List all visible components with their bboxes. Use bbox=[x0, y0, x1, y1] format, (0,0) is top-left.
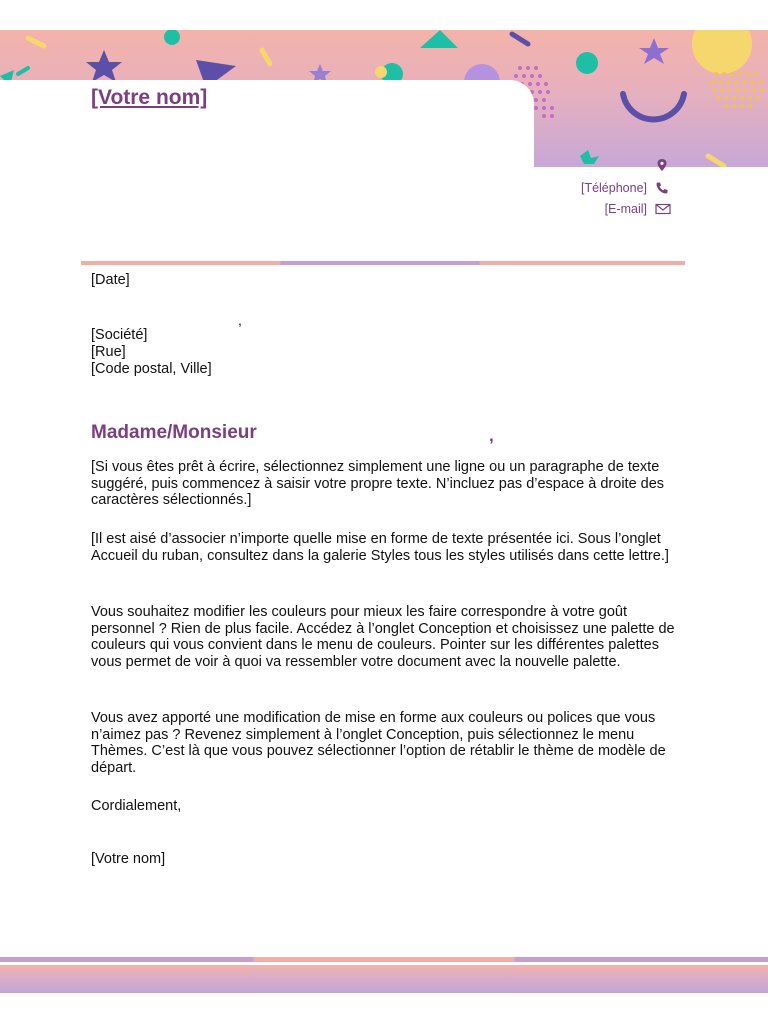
star-shape bbox=[639, 38, 669, 64]
company-field[interactable]: [Société] bbox=[91, 327, 148, 343]
salutation[interactable]: Madame/Monsieur bbox=[91, 422, 257, 443]
phone-icon bbox=[655, 181, 669, 195]
date-field[interactable]: [Date] bbox=[91, 272, 130, 288]
circle-shape bbox=[692, 30, 752, 74]
triangle-shape bbox=[420, 30, 458, 48]
paragraph-2[interactable]: [Il est aisé d’associer n’importe quelle mise en forme de texte présentée ici. Sous l’onglet Accueil du ruban, consultez dans la galerie Styles tous les styles utilisés dans cette lettre.] bbox=[91, 531, 669, 564]
signature[interactable]: [Votre nom] bbox=[91, 851, 166, 867]
footer-band bbox=[0, 957, 768, 962]
stray-comma: , bbox=[238, 312, 242, 328]
star-shape bbox=[86, 50, 122, 82]
footer-bar bbox=[0, 965, 768, 993]
header-divider bbox=[81, 261, 685, 265]
phone-text[interactable]: [Téléphone] bbox=[580, 181, 647, 195]
phone-row bbox=[581, 181, 669, 195]
dash-shape bbox=[262, 50, 270, 64]
arc-shape bbox=[623, 94, 684, 119]
sender-name[interactable]: [Votre nom] bbox=[91, 86, 208, 109]
closing[interactable]: Cordialement, bbox=[91, 798, 182, 814]
paragraph-1[interactable]: [Si vous êtes prêt à écrire, sélectionnez simplement une ligne ou un paragraphe de texte suggéré, puis commencez à saisir votre propre texte. N’incluez pas d’espace à droite des caractères sélectionnés.] bbox=[91, 459, 665, 509]
name-card bbox=[0, 80, 534, 180]
location-pin-icon bbox=[655, 158, 669, 172]
circle-shape bbox=[576, 52, 598, 74]
email-text[interactable]: [E-mail] bbox=[604, 202, 647, 216]
street-field[interactable]: [Rue] bbox=[91, 344, 126, 360]
email-row bbox=[605, 202, 669, 216]
postal-city-field[interactable]: [Code postal, Ville] bbox=[91, 361, 212, 377]
dash-shape bbox=[512, 34, 528, 44]
paragraph-3[interactable]: Vous souhaitez modifier les couleurs pour mieux les faire correspondre à votre goût personnel ? Rien de plus facile. Accédez à l’onglet Conception et choisissez une palette de couleurs qui vous convient dans le menu de couleurs. Pointer sur les différentes palettes vous permet de voir à quoi va ressembler votre document avec la nouvelle palette. bbox=[91, 604, 675, 670]
star-shape bbox=[580, 150, 599, 164]
circle-shape bbox=[375, 66, 387, 78]
dash-shape bbox=[18, 68, 28, 74]
envelope-icon bbox=[655, 202, 669, 216]
circle-shape bbox=[164, 30, 180, 45]
dotted-circle bbox=[710, 72, 764, 108]
address-row bbox=[655, 158, 669, 172]
dash-shape bbox=[708, 156, 724, 166]
paragraph-4[interactable]: Vous avez apporté une modification de mise en forme aux couleurs ou polices que vous n’aimez pas ? Revenez simplement à l’onglet Conception, puis sélectionnez le menu Thèmes. C’est là que vous pouvez sélectionner l’option de rétablir le thème de modèle de départ. bbox=[91, 710, 666, 776]
salutation-comma: , bbox=[489, 426, 494, 445]
dash-shape bbox=[28, 38, 44, 46]
